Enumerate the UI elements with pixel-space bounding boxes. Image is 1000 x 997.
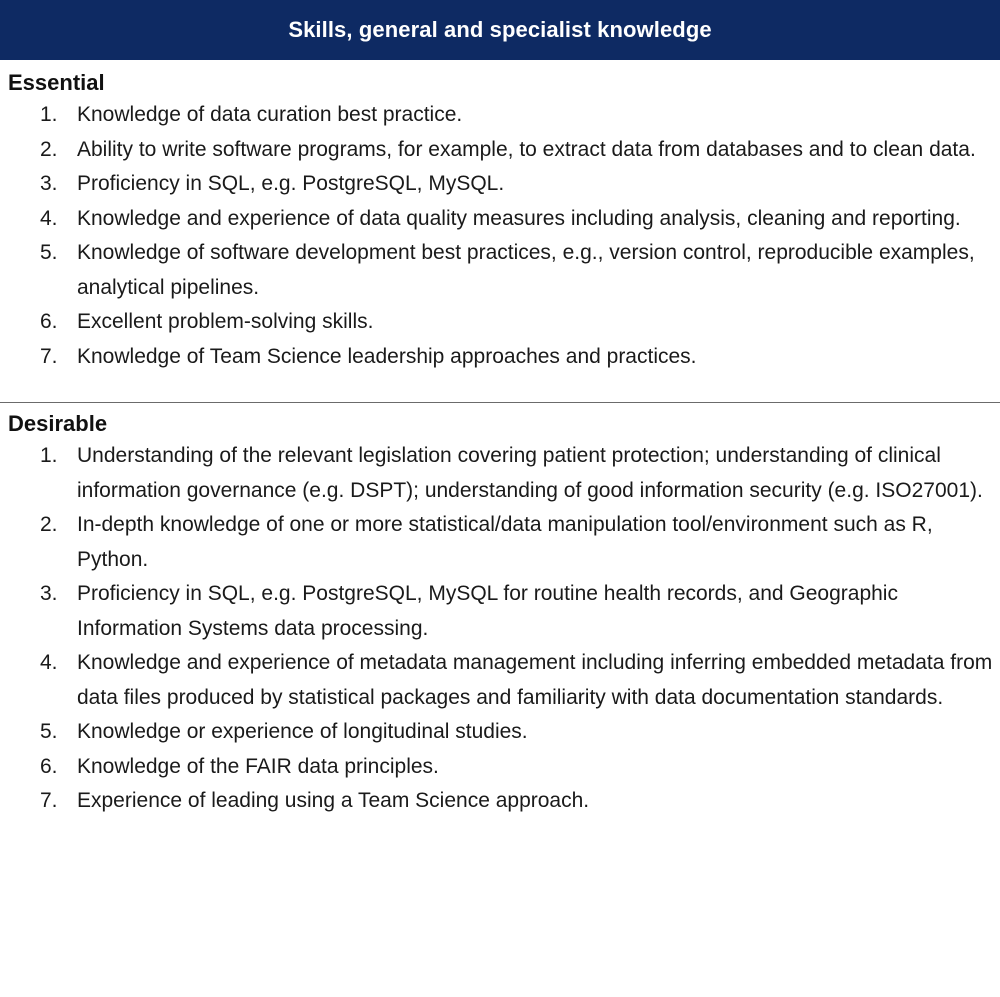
list-item-number: 2. <box>40 137 58 161</box>
list-item-number: 4. <box>40 651 58 674</box>
list-item <box>0 577 1000 646</box>
desirable-list <box>0 439 1000 819</box>
list-item-text: Knowledge of software development best practices, e.g., version control, reproducible examples, analytical pipelines. <box>77 241 975 299</box>
list-item-text: Knowledge and experience of metadata management including inferring embedded metadata from data files produced by statistical packages and familiarity with data documentation standards. <box>77 651 993 709</box>
list-item-text: Knowledge of the FAIR data principles. <box>77 754 439 778</box>
list-item-number: 6. <box>40 754 58 778</box>
list-item-text: Knowledge of data curation best practice. <box>77 103 463 126</box>
list-item <box>0 439 1000 508</box>
list-item-number: 5. <box>40 720 58 743</box>
list-item-text: Ability to write software programs, for example, to extract data from databases and to clean data. <box>77 137 976 161</box>
list-item-number: 7. <box>40 344 58 368</box>
list-item-text: In-depth knowledge of one or more statistical/data manipulation tool/environment such as R, Python. <box>77 513 933 571</box>
list-item <box>0 750 1000 785</box>
essential-list <box>0 98 1000 374</box>
section-divider <box>0 402 1000 403</box>
list-item <box>0 98 1000 133</box>
list-item <box>0 167 1000 202</box>
list-item-text: Proficiency in SQL, e.g. PostgreSQL, MySQL for routine health records, and Geographic Information Systems data processing. <box>77 582 898 640</box>
list-item-text: Understanding of the relevant legislation covering patient protection; understanding of clinical information governance (e.g. DSPT); understanding of good information security (e.g. ISO27001). <box>77 444 983 502</box>
list-item-number: 2. <box>40 513 58 536</box>
list-item <box>0 202 1000 237</box>
list-item-number: 7. <box>40 789 58 812</box>
header-title: Skills, general and specialist knowledge <box>288 17 712 42</box>
list-item-text: Knowledge of Team Science leadership approaches and practices. <box>77 344 697 368</box>
list-item-text: Knowledge and experience of data quality measures including analysis, cleaning and reporting. <box>77 206 961 230</box>
essential-heading: Essential <box>8 70 105 95</box>
list-item-number: 1. <box>40 103 58 126</box>
list-item-text: Experience of leading using a Team Science approach. <box>77 789 590 812</box>
list-item <box>0 646 1000 715</box>
list-item-number: 3. <box>40 172 58 195</box>
list-item-text: Knowledge or experience of longitudinal studies. <box>77 720 528 743</box>
list-item-number: 5. <box>40 241 58 264</box>
list-item-number: 3. <box>40 582 58 605</box>
list-item-number: 1. <box>40 444 58 467</box>
list-item-text: Excellent problem-solving skills. <box>77 310 374 333</box>
list-item <box>0 133 1000 168</box>
list-item-number: 6. <box>40 310 58 333</box>
list-item-text: Proficiency in SQL, e.g. PostgreSQL, MySQL. <box>77 172 505 195</box>
list-item <box>0 305 1000 340</box>
list-item <box>0 236 1000 305</box>
list-item-number: 4. <box>40 206 58 230</box>
list-item <box>0 508 1000 577</box>
desirable-heading: Desirable <box>8 411 108 436</box>
list-item <box>0 340 1000 375</box>
header-bar <box>0 0 1000 60</box>
list-item <box>0 784 1000 819</box>
list-item <box>0 715 1000 750</box>
